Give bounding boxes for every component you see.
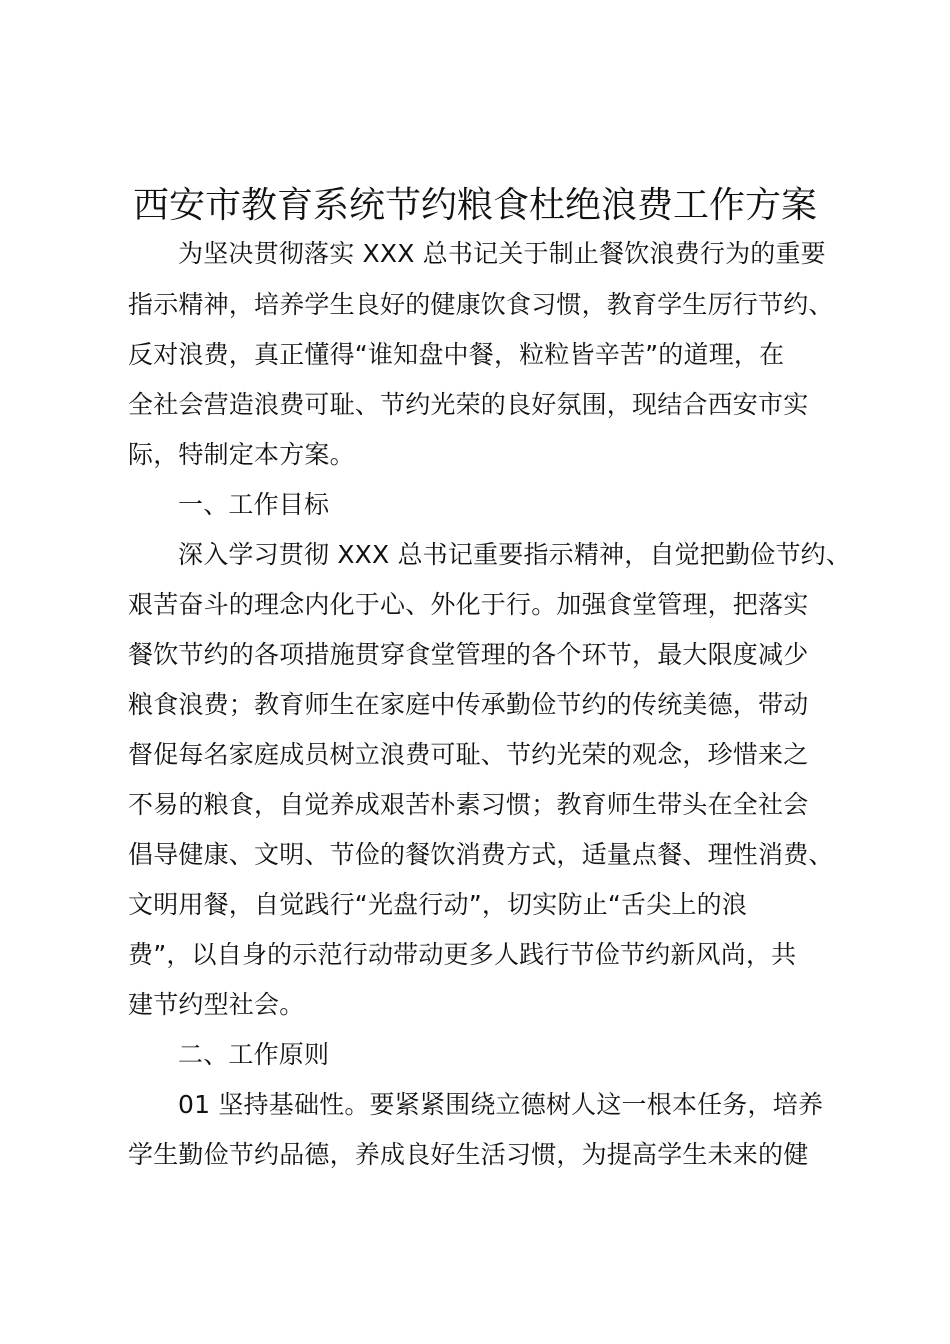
paragraph-line: 深入学习贯彻 XXX 总书记重要指示精神，自觉把勤俭节约、: [178, 540, 852, 569]
section-heading: 一、工作目标: [178, 490, 330, 519]
paragraph-line: 粮食浪费；教育师生在家庭中传承勤俭节约的传统美德，带动: [128, 690, 809, 719]
paragraph-line: 艰苦奋斗的理念内化于心、外化于行。加强食堂管理，把落实: [128, 590, 809, 619]
section-heading: 二、工作原则: [178, 1040, 330, 1069]
paragraph-line: 际，特制定本方案。: [128, 440, 355, 469]
paragraph-line: 反对浪费，真正懂得“谁知盘中餐，粒粒皆辛苦”的道理，在: [128, 340, 785, 369]
paragraph-line: 餐饮节约的各项措施贯穿食堂管理的各个环节，最大限度减少: [128, 640, 809, 669]
paragraph-line: 不易的粮食，自觉养成艰苦朴素习惯；教育师生带头在全社会: [128, 790, 809, 819]
paragraph-line: 费”，以自身的示范行动带动更多人践行节俭节约新风尚，共: [128, 940, 797, 969]
paragraph-line: 督促每名家庭成员树立浪费可耻、节约光荣的观念，珍惜来之: [128, 740, 809, 769]
document-title: 西安市教育系统节约粮食杜绝浪费工作方案: [132, 185, 817, 226]
paragraph-line: 指示精神，培养学生良好的健康饮食习惯，教育学生厉行节约、: [128, 290, 834, 319]
paragraph-line: 建节约型社会。: [128, 990, 305, 1019]
paragraph-line: 学生勤俭节约品德，养成良好生活习惯，为提高学生未来的健: [128, 1140, 809, 1169]
paragraph-line: 文明用餐，自觉践行“光盘行动”，切实防止“舌尖上的浪: [128, 890, 748, 919]
paragraph-line: 倡导健康、文明、节俭的餐饮消费方式，适量点餐、理性消费、: [128, 840, 834, 869]
paragraph-line: 全社会营造浪费可耻、节约光荣的良好氛围，现结合西安市实: [128, 390, 809, 419]
paragraph-line: 为坚决贯彻落实 XXX 总书记关于制止餐饮浪费行为的重要: [178, 239, 826, 268]
paragraph-line: 01 坚持基础性。要紧紧围绕立德树人这一根本任务，培养: [178, 1090, 824, 1119]
